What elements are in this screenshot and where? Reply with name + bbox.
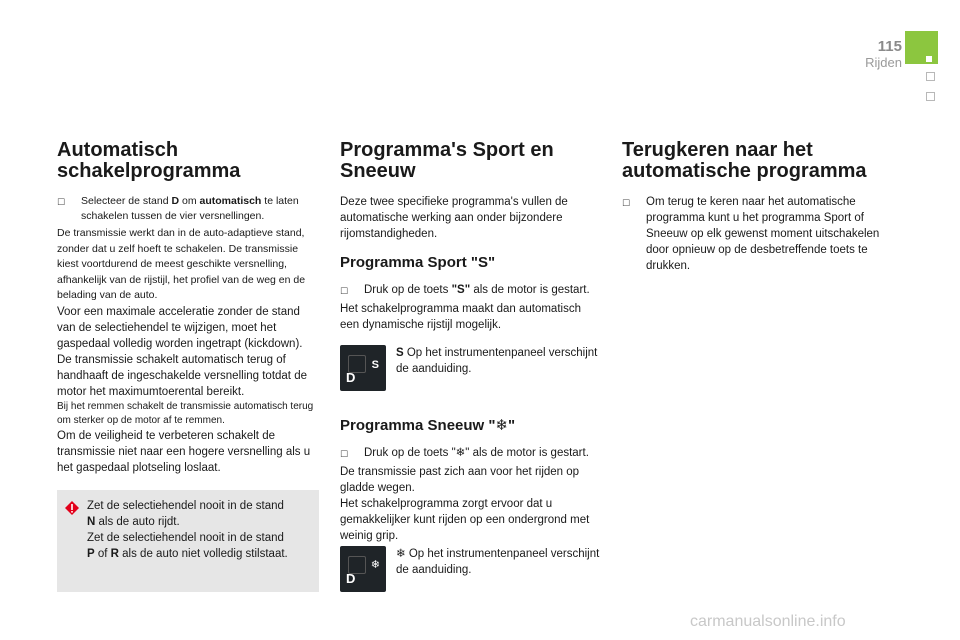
column-automatic [57, 140, 319, 592]
bullet-snow: ☐ Druk op de toets "❄" als de motor is gestart. [340, 445, 602, 462]
page-nav-box-2[interactable] [926, 92, 935, 101]
bullet-select-d: ☐ Selecteer de stand D om automatisch te laten schakelen tussen de vier versnellingen. [57, 195, 299, 222]
para-transmission: De transmissie werkt dan in de auto-adaptieve stand, zonder dat u zelf hoeft te schakelen. De transmissie kiest voortdurend de meest geschikte versnelling, afhankelijk van de rijstijl, het profiel van de weg en de belading van de auto. [57, 227, 306, 301]
para-kickdown: Voor een maximale acceleratie zonder de stand van de selectiehendel te wijzigen, moet het gaspedaal volledig worden ingetrapt (kickdown). De transmissie schakelt automatisch terug of handhaaft de ingeschakelde versnelling totdat de motor het maximumtoerental bereikt. [57, 305, 307, 398]
snow-indicator-text: ❄ Op het instrumentenpaneel verschijnt de aanduiding. [396, 548, 600, 576]
title-sport-snow: Programma's Sport en Sneeuw [340, 139, 554, 182]
para-braking: Bij het remmen schakelt de transmissie automatisch terug om sterker op de motor af te remmen. [57, 400, 314, 426]
footer-watermark: carmanualsonline.info [690, 613, 846, 630]
snow-para: De transmissie past zich aan voor het rijden op gladde wegen. Het schakelprogramma zorgt ervoor dat u gemakkelijker kunt rijden op een ondergrond met weinig grip. [340, 466, 590, 542]
title-return-auto: Terugkeren naar het automatische programma [622, 139, 867, 182]
display-snowflake: ❄ [370, 559, 380, 571]
title-snow: Programma Sneeuw "❄" [340, 417, 516, 434]
page-number: 115 [877, 38, 902, 55]
display-d-letter: D [346, 370, 356, 385]
bullet-return: ☐ Om terug te keren naar het automatische programma kunt u het programma Sport of Sneeuw op elk gewenst moment uitschakelen door opnieuw op de desbetreffende toets te drukken. [622, 196, 880, 272]
display-d-letter: D [346, 571, 356, 586]
bullet-sport: ☐ Druk op de toets "S" als de motor is gestart. [340, 282, 602, 299]
column-sport-snow [340, 140, 602, 598]
bullet-marker-icon: ☐ [622, 198, 631, 208]
sport-para: Het schakelprogramma maakt dan automatisch een dynamische rijstijl mogelijk. [340, 303, 581, 331]
bullet-marker-icon: ☐ [340, 449, 349, 459]
snow-indicator-row [340, 546, 602, 592]
chapter-tab-marker [926, 56, 932, 62]
bullet-marker-icon: ☐ [340, 286, 349, 296]
sport-indicator-row [340, 345, 602, 391]
warning-icon [64, 500, 80, 516]
sport-indicator-text: S Op het instrumentenpaneel verschijnt de aanduiding. [396, 347, 598, 375]
sport-display-icon [340, 345, 386, 391]
section-label: Rijden [865, 55, 902, 70]
page-nav-box-1[interactable] [926, 72, 935, 81]
chapter-tab[interactable] [905, 31, 938, 64]
bullet-marker-icon: ☐ [57, 197, 66, 207]
para-safety: Om de veiligheid te verbeteren schakelt de transmissie niet naar een hogere versnelling als u het gaspedaal plotseling loslaat. [57, 429, 311, 474]
display-s-letter: S [371, 359, 379, 371]
warning-box: Zet de selectiehendel nooit in de stand N als de auto rijdt. Zet de selectiehendel nooit in de stand P of R als de auto niet volledig stilstaat. [57, 490, 319, 592]
snow-display-icon [340, 546, 386, 592]
title-sport: Programma Sport "S" [340, 254, 496, 271]
column-return-auto [622, 140, 884, 276]
title-automatic: Automatisch schakelprogramma [57, 139, 241, 182]
intro-text: Deze twee specifieke programma's vullen de automatische werking aan onder bijzondere rijomstandigheden. [340, 196, 568, 240]
